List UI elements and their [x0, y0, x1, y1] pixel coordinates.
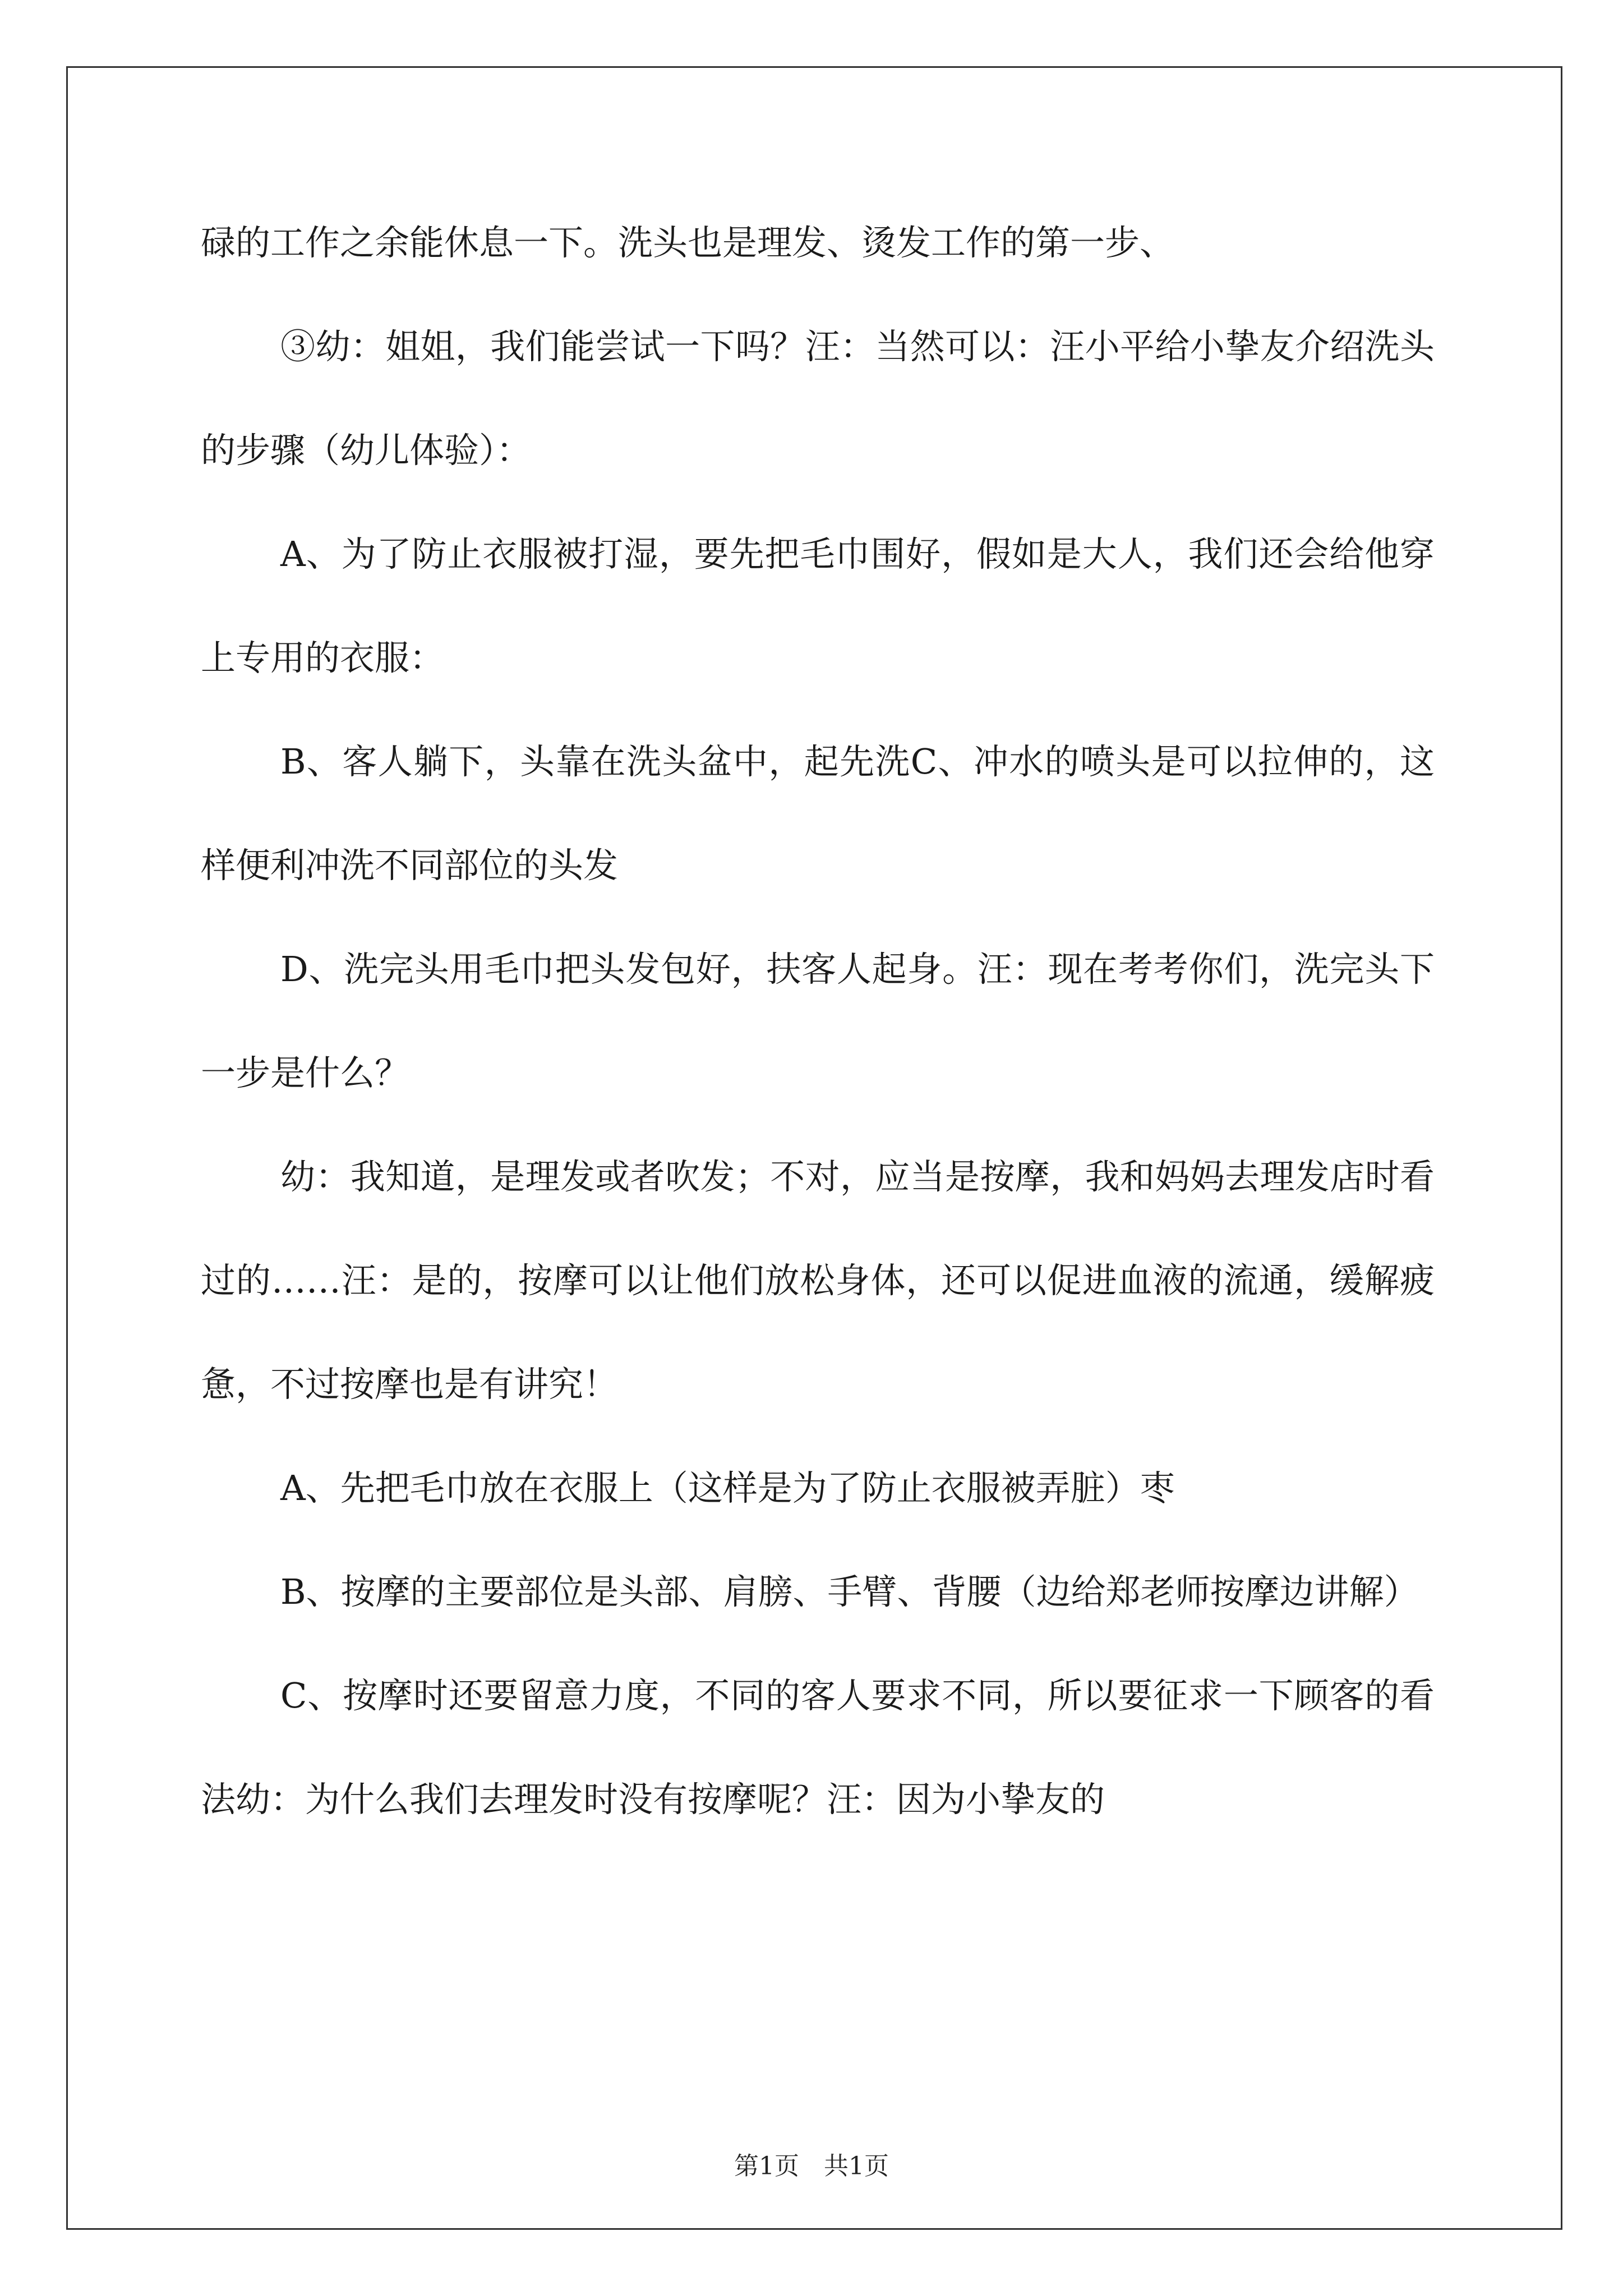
- paragraph: B、按摩的主要部位是头部、肩膀、手臂、背腰（边给郑老师按摩边讲解）: [280, 1571, 1419, 1612]
- paragraph: A、为了防止衣服被打湿，要先把毛巾围好，假如是大人，我们还会给他穿上专用的衣服：: [201, 533, 1435, 678]
- page-number-footer: 第1页 共1页: [734, 2152, 889, 2180]
- document-body: [201, 191, 1435, 1851]
- paragraph: B、客人躺下，头靠在洗头盆中，起先洗C、冲水的喷头是可以拉伸的，这样便利冲洗不同部位的头发: [201, 741, 1435, 886]
- paragraph: 幼：我知道，是理发或者吹发；不对，应当是按摩，我和妈妈去理发店时看过的……汪：是的，按摩可以让他们放松身体，还可以促进血液的流通，缓解疲惫，不过按摩也是有讲究！: [201, 1156, 1435, 1405]
- paragraph: C、按摩时还要留意力度，不同的客人要求不同，所以要征求一下顾客的看法幼：为什么我们去理发时没有按摩呢？汪：因为小挚友的: [201, 1675, 1435, 1820]
- paragraph: 碌的工作之余能休息一下。洗头也是理发、烫发工作的第一步、: [201, 222, 1175, 263]
- paragraph: ③幼：姐姐，我们能尝试一下吗？汪：当然可以：汪小平给小挚友介绍洗头的步骤（幼儿体验）：: [201, 326, 1435, 471]
- paragraph: A、先把毛巾放在衣服上（这样是为了防止衣服被弄脏）枣: [280, 1467, 1175, 1508]
- paragraph: D、洗完头用毛巾把头发包好，扶客人起身。汪：现在考考你们，洗完头下一步是什么？: [201, 949, 1435, 1093]
